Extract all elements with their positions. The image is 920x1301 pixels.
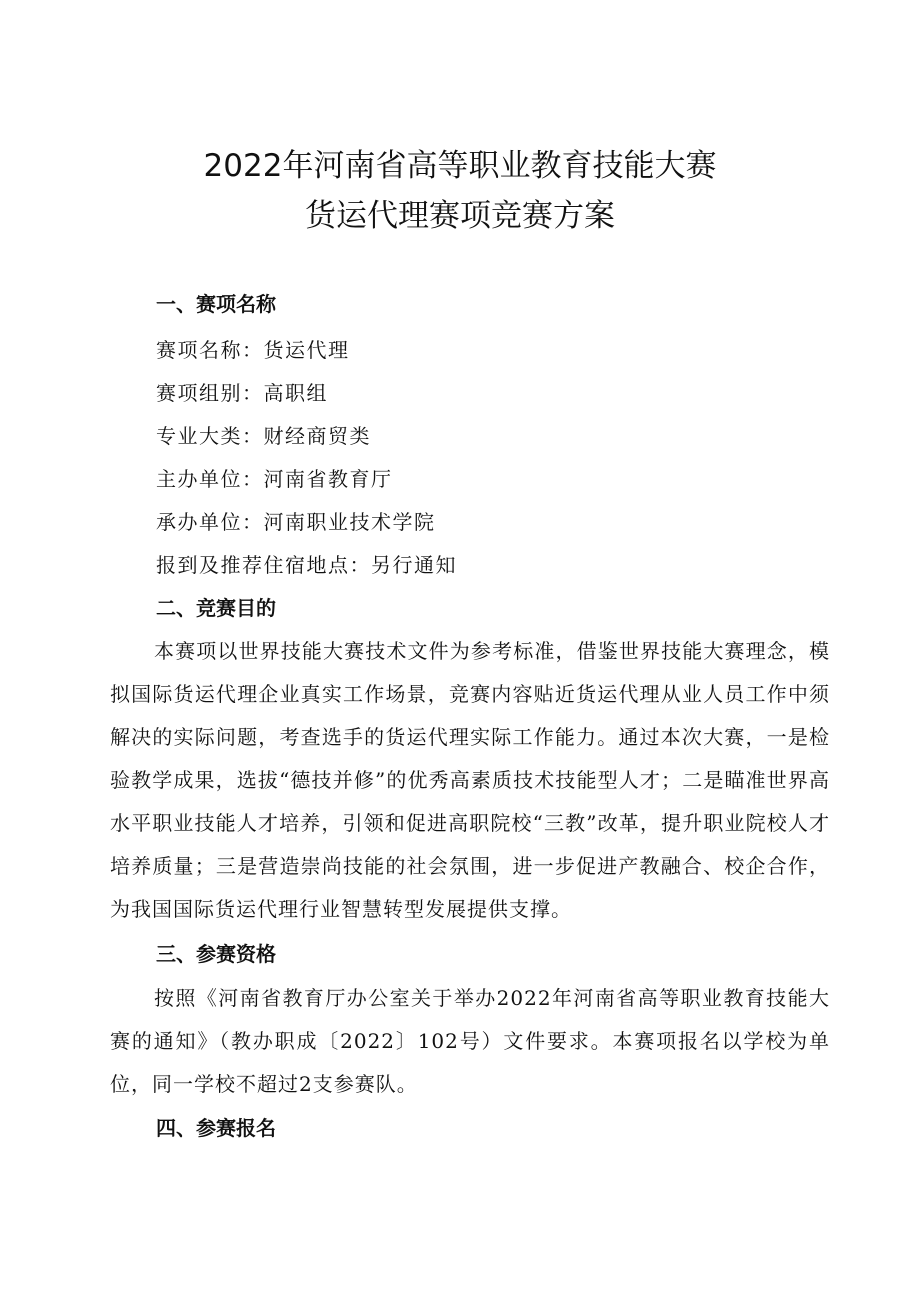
document-title-line1: 2022年河南省高等职业教育技能大赛 xyxy=(203,148,717,184)
section-heading-eligibility: 三、参赛资格 xyxy=(156,942,276,966)
section-heading-event-name: 一、赛项名称 xyxy=(156,292,276,316)
field-host-unit: 主办单位：河南省教育厅 xyxy=(156,467,393,491)
document-title-line2: 货运代理赛项竞赛方案 xyxy=(305,198,615,234)
section-heading-registration: 四、参赛报名 xyxy=(156,1116,276,1140)
section-heading-purpose: 二、竞赛目的 xyxy=(156,596,276,620)
field-major-category: 专业大类：财经商贸类 xyxy=(156,424,371,448)
field-event-name: 赛项名称：货运代理 xyxy=(156,338,350,362)
field-event-group: 赛项组别：高职组 xyxy=(156,381,328,405)
purpose-paragraph: 本赛项以世界技能大赛技术文件为参考标准，借鉴世界技能大赛理念，模拟国际货运代理企业真实工作场景，竞赛内容贴近货运代理从业人员工作中须解决的实际问题，考查选手的货运代理实际工作能力。通过本次大赛，一是检验教学成果，选拔“德技并修”的优秀高素质技术技能型人才；二是瞄准世界高水平职业技能人才培养，引领和促进高职院校“三教”改革，提升职业院校人才培养质量；三是营造崇尚技能的社会氛围，进一步促进产教融合、校企合作，为我国国际货运代理行业智慧转型发展提供支撑。 xyxy=(110,639,830,921)
field-organizer-unit: 承办单位：河南职业技术学院 xyxy=(156,510,436,534)
field-check-in-location: 报到及推荐住宿地点：另行通知 xyxy=(156,553,457,577)
eligibility-paragraph: 按照《河南省教育厅办公室关于举办2022年河南省高等职业教育技能大赛的通知》（教办职成〔2022〕102号）文件要求。本赛项报名以学校为单位，同一学校不超过2支参赛队。 xyxy=(110,986,830,1096)
